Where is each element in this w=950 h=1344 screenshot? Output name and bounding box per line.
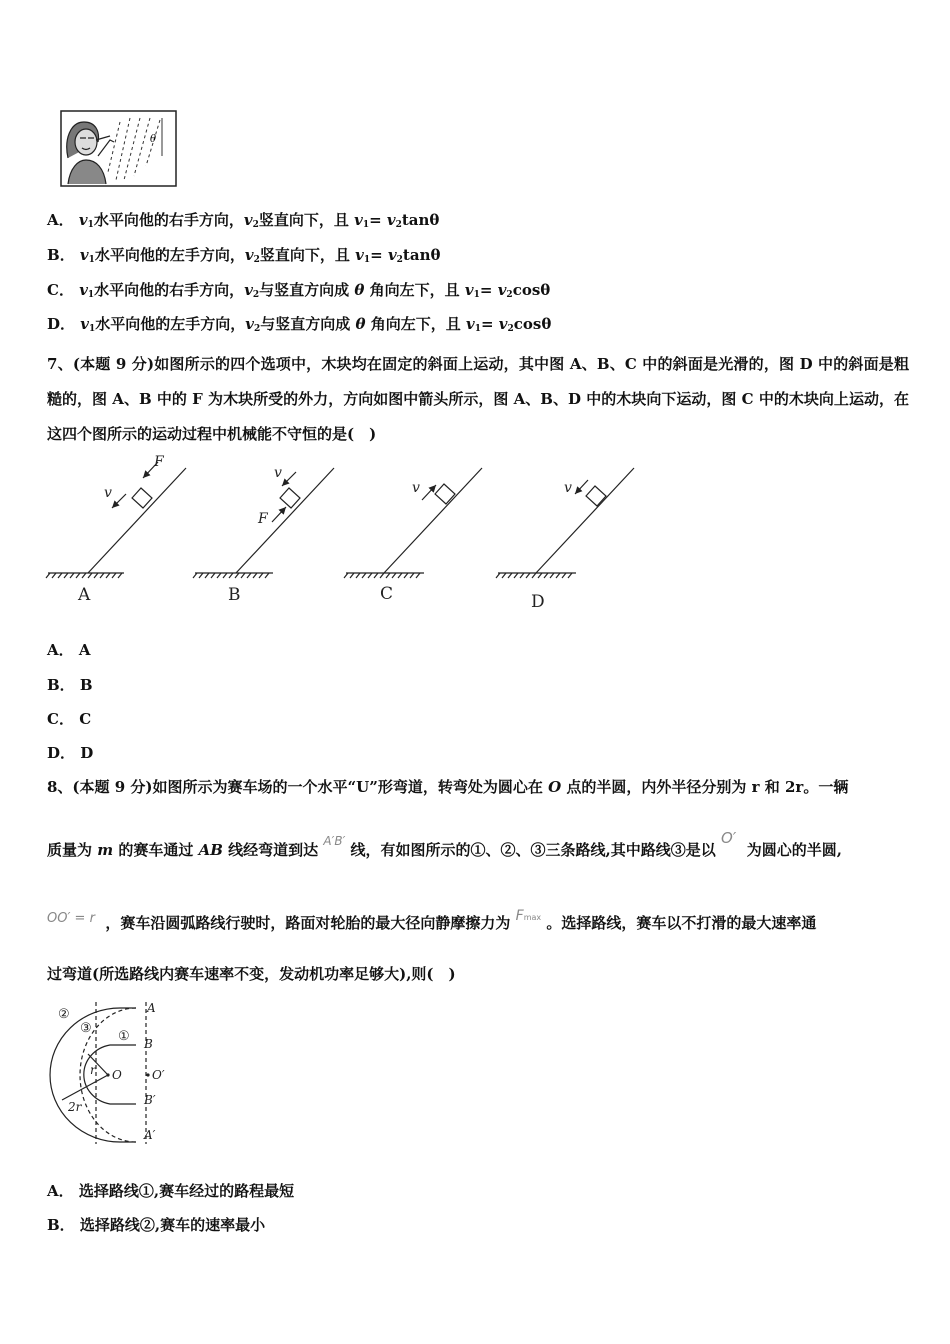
q7-option-a[interactable]: A． A: [47, 641, 91, 659]
q7-stem: 7、(本题 9 分)如图所示的四个选项中，木块均在固定的斜面上运动，其中图 A、B、C 中的斜面是光滑的，图 D 中的斜面是粗糙的，图 A、B 中的 F 为木块所受的外力，方向如图中箭头所示，图 A、B、D 中的木块向下运动，图 C 中的木块向上运动，在这四个图所示的运动过程中机械能不守恒的是( ): [47, 355, 909, 443]
velocity-label-c: v: [412, 480, 420, 496]
incline-figure-a: [46, 462, 186, 578]
route-2-label: ②: [58, 1007, 70, 1022]
q6-option-a[interactable]: A． $v_1$水平向他的右手方向，$v_2$竖直向下，且 $v_1= v_2\tan\theta$: [47, 211, 440, 230]
q7-option-b[interactable]: B． B: [47, 676, 93, 694]
q8-stem-line2: 质量为 m 的赛车通过 AB 线经弯道到达 $^{A'B'}$ 线，有如图所示的①、②、③三条路线,其中路线③是以 O′ 为圆心的半圆,: [47, 829, 842, 859]
figure-label-b: B: [228, 585, 241, 605]
q7-figures: [40, 450, 660, 620]
q6-option-d[interactable]: D． $v_1$水平向他的左手方向，$v_2$与竖直方向成 θ 角向左下，且 $v_1= v_2\cos\theta$: [47, 315, 552, 334]
center-o-label: O: [112, 1068, 122, 1082]
velocity-label-d: v: [564, 480, 572, 496]
q6-option-c[interactable]: C． $v_1$水平向他的右手方向，$v_2$与竖直方向成 θ 角向左下，且 $v_1= v_2\cos\theta$: [47, 281, 551, 300]
point-b-label: B: [144, 1037, 153, 1051]
q6-figure: [60, 110, 178, 188]
route-1-label: ①: [118, 1029, 130, 1044]
q7-option-d[interactable]: D． D: [47, 744, 94, 762]
q8-stem-line3: OO′ = r ，赛车沿圆弧路线行驶时，路面对轮胎的最大径向静摩擦力为 Fmax 。选择路线，赛车以不打滑的最大速率通: [47, 908, 817, 932]
velocity-label-a: v: [104, 485, 112, 501]
q8-stem-line4: 过弯道(所选路线内赛车速率不变，发动机功率足够大),则( ): [47, 965, 456, 983]
force-label-b: F: [258, 511, 268, 527]
q8-figure: [40, 998, 180, 1148]
figure-label-a: A: [78, 585, 91, 605]
center-op-label: O′: [152, 1068, 165, 1082]
theta-label: θ: [150, 134, 157, 145]
force-label-a: F: [154, 454, 164, 470]
point-bp-label: B′: [144, 1093, 156, 1107]
q7-option-c[interactable]: C． C: [47, 710, 92, 728]
velocity-label-b: v: [274, 465, 282, 481]
figure-label-d: D: [531, 592, 545, 612]
figure-label-c: C: [380, 584, 394, 604]
radius-r-label: r: [90, 1063, 96, 1077]
q8-option-b[interactable]: B． 选择路线②,赛车的速率最小: [47, 1216, 266, 1234]
q6-option-b[interactable]: B． $v_1$水平向他的左手方向，$v_2$竖直向下，且 $v_1= v_2\tan\theta$: [47, 246, 441, 265]
route-3-label: ③: [80, 1021, 92, 1036]
q8-option-a[interactable]: A． 选择路线①,赛车经过的路程最短: [47, 1182, 295, 1200]
point-ap-label: A′: [144, 1128, 156, 1142]
point-a-label: A: [147, 1001, 156, 1015]
q8-stem-line1: 8、(本题 9 分)如图所示为赛车场的一个水平“U”形弯道，转弯处为圆心在 O 点的半圆，内外半径分别为 r 和 2r。一辆: [47, 778, 849, 796]
radius-2r-label: 2r: [68, 1100, 82, 1114]
